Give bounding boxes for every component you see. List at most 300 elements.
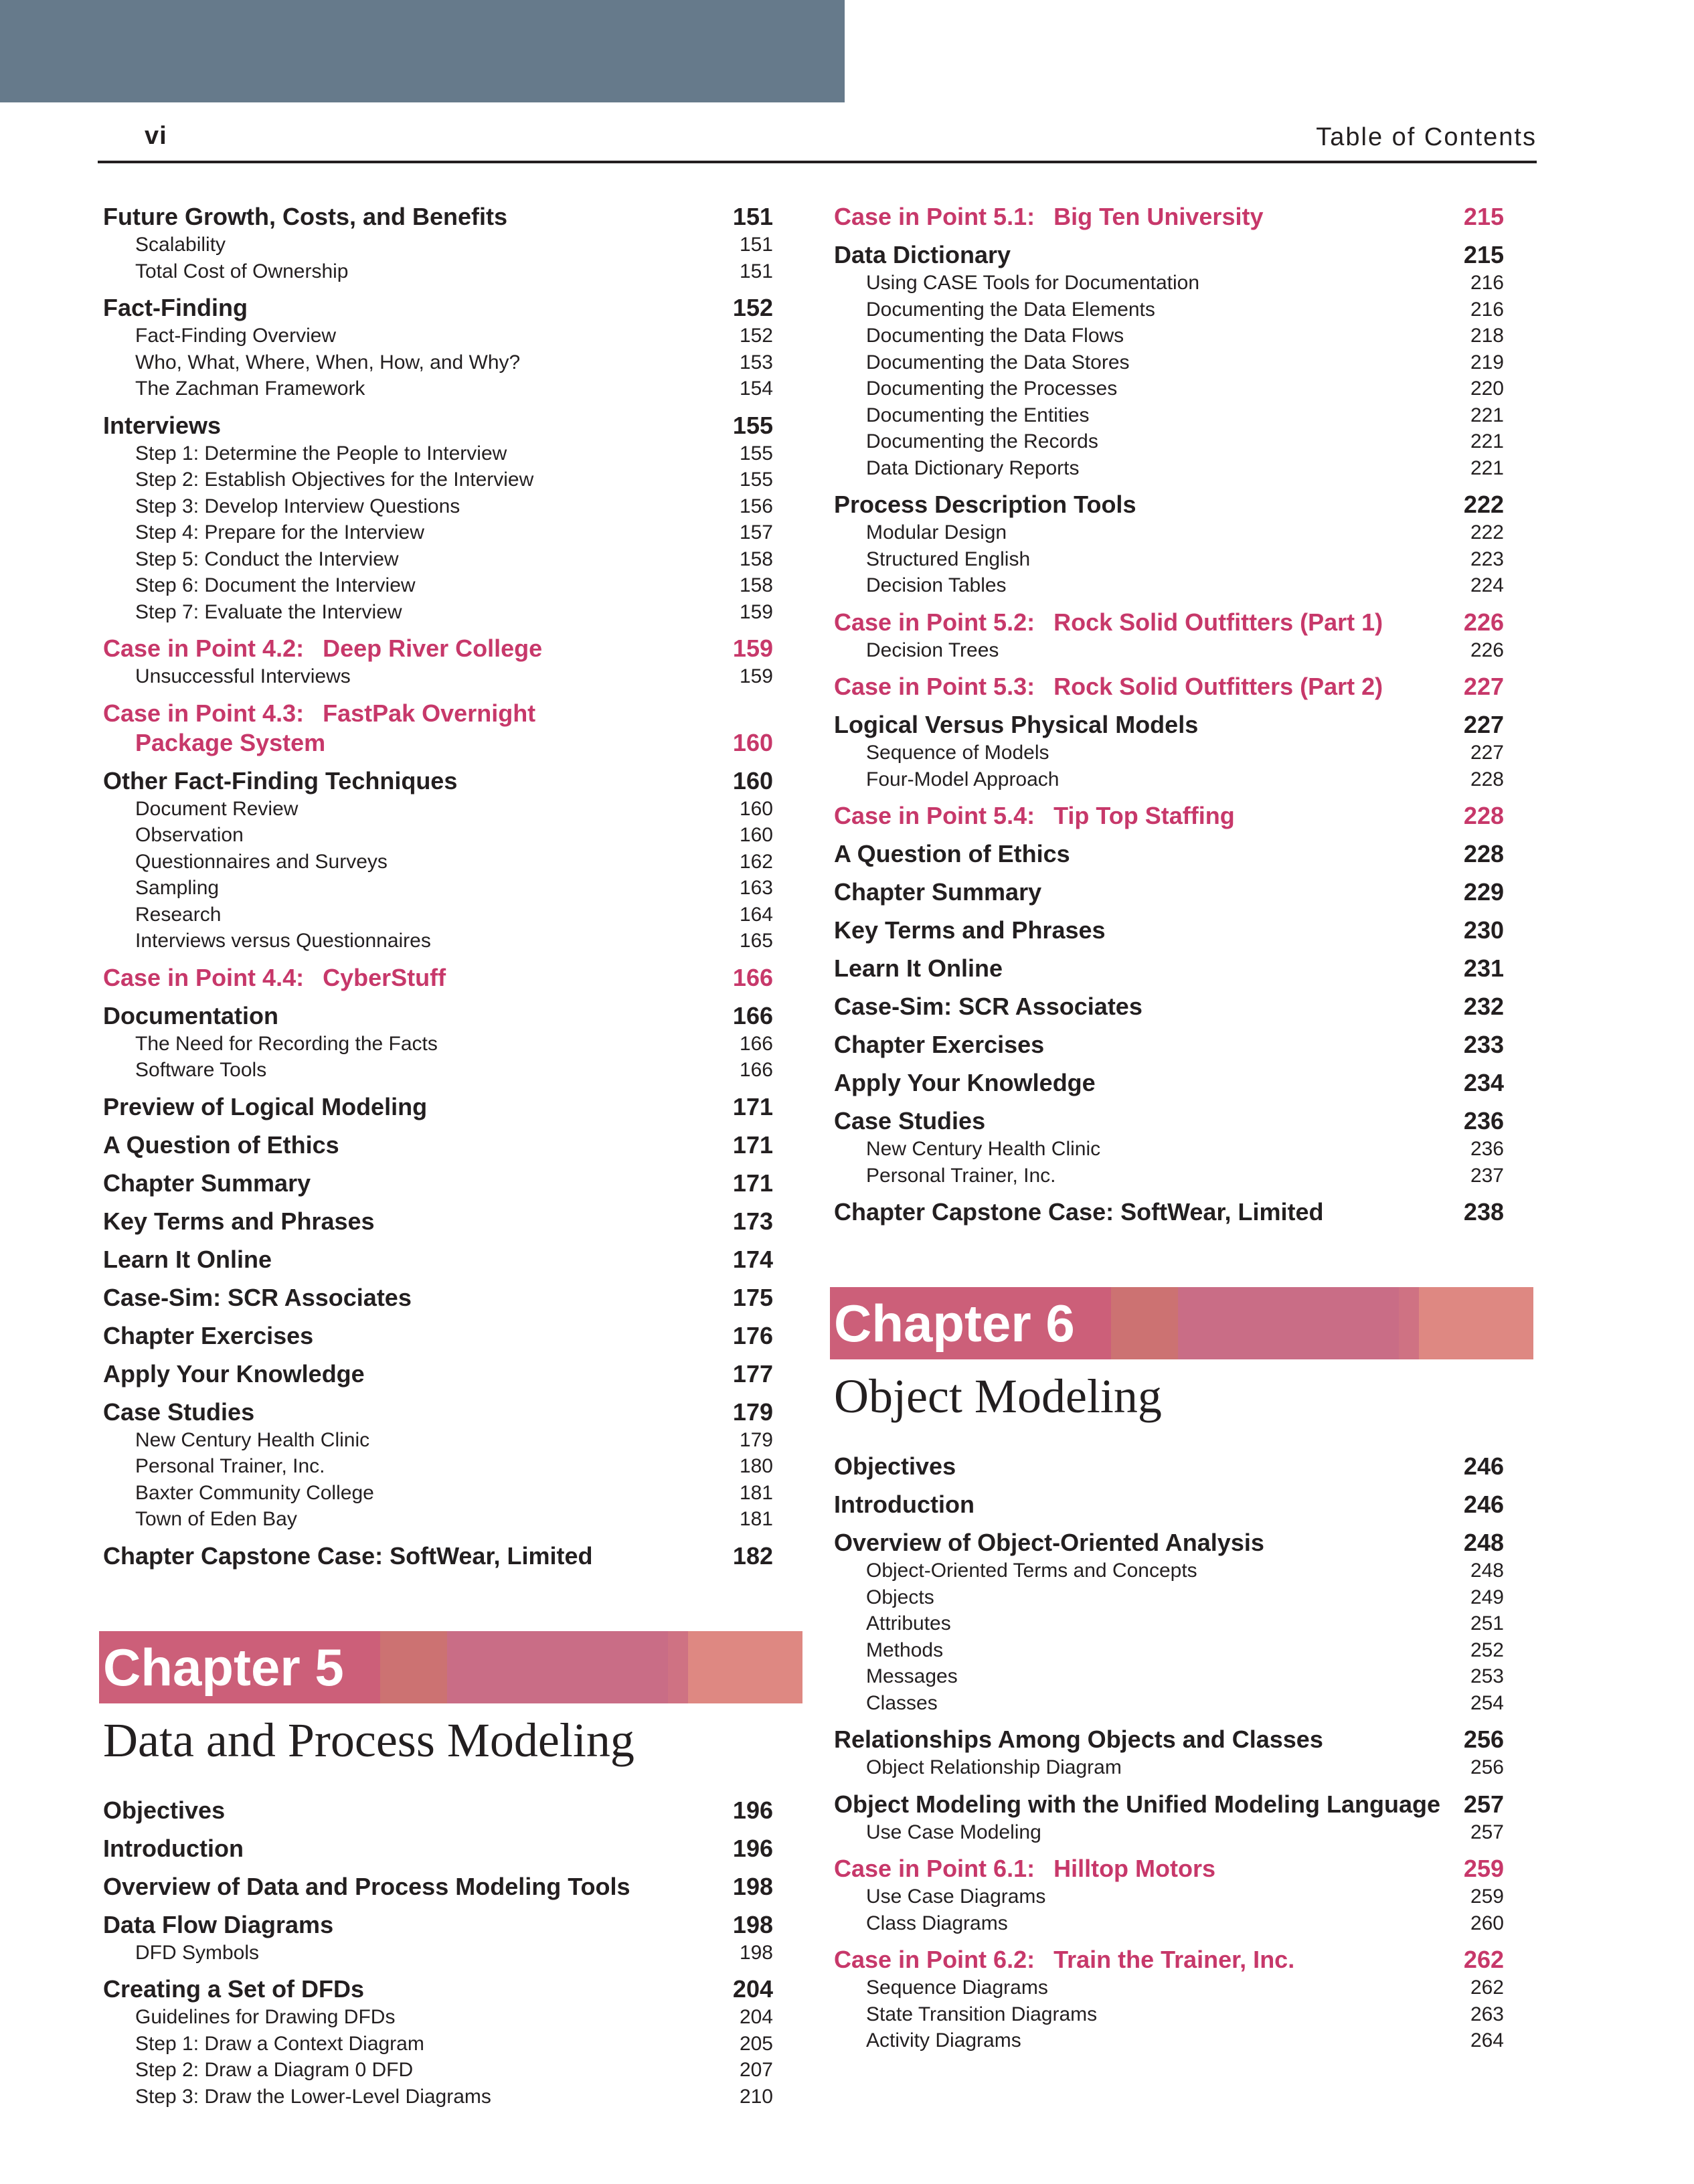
toc-subentry — [834, 1610, 1504, 1637]
page-ref: 246 — [1463, 1491, 1504, 1518]
page-ref: 160 — [732, 728, 773, 756]
entry-label: Documenting the Data Elements — [866, 298, 1155, 321]
toc-heading — [103, 202, 773, 232]
toc-subentry — [834, 455, 1504, 482]
entry-label: Interviews — [103, 411, 222, 439]
page-ref: 155 — [739, 469, 773, 491]
entry-label: Fact-Finding Overview — [135, 325, 337, 347]
toc-subentry — [103, 1940, 773, 1966]
entry-label: Step 1: Draw a Context Diagram — [135, 2032, 424, 2055]
toc-subentry — [834, 428, 1504, 455]
page-ref: 159 — [739, 600, 773, 623]
entry-label: Future Growth, Costs, and Benefits — [103, 203, 508, 230]
chapter-banner — [830, 1287, 1533, 1359]
toc-subentry — [103, 1057, 773, 1084]
entry-label: Use Case Modeling — [866, 1821, 1041, 1843]
toc-heading — [103, 1207, 773, 1236]
toc-heading — [103, 1359, 773, 1389]
entry-label: Four-Model Approach — [866, 768, 1060, 790]
toc-heading — [103, 1130, 773, 1160]
toc-heading — [834, 710, 1504, 740]
toc-subentry — [103, 1427, 773, 1454]
page-ref: 176 — [732, 1321, 773, 1349]
toc-right-column — [834, 202, 1504, 2054]
entry-label: Documenting the Processes — [866, 377, 1118, 400]
entry-label: Classes — [866, 1691, 938, 1714]
case-in-point-text — [834, 801, 1235, 831]
entry-label: Introduction — [103, 1834, 244, 1862]
entry-label: Data Dictionary Reports — [866, 456, 1080, 479]
entry-label: State Transition Diagrams — [866, 2003, 1098, 2025]
page-ref: 159 — [732, 635, 773, 662]
toc-subentry — [103, 902, 773, 928]
toc-heading — [834, 992, 1504, 1021]
page-ref: 252 — [1470, 1639, 1504, 1661]
page-ref: 215 — [1463, 203, 1504, 230]
toc-subentry — [834, 519, 1504, 546]
page-ref: 165 — [739, 930, 773, 952]
toc-subentry — [103, 2004, 773, 2031]
entry-label: Objects — [866, 1586, 934, 1608]
entry-label: Total Cost of Ownership — [135, 260, 349, 282]
page-ref: 230 — [1463, 916, 1504, 944]
page-ref: 155 — [732, 411, 773, 439]
page-ref: 157 — [739, 521, 773, 543]
page-ref: 158 — [739, 574, 773, 596]
entry-label: Objectives — [103, 1796, 226, 1824]
page-ref: 151 — [739, 260, 773, 282]
page-ref: 198 — [732, 1872, 773, 1900]
toc-subentry — [103, 849, 773, 875]
chapter-title: Data and Process Modeling — [103, 1713, 634, 1767]
page-ref: 263 — [1470, 2003, 1504, 2025]
entry-label: Introduction — [834, 1491, 975, 1518]
entry-label: Baxter Community College — [135, 1481, 374, 1504]
toc-heading — [103, 1975, 773, 2004]
page-ref: 251 — [1470, 1612, 1504, 1634]
entry-label: Software Tools — [135, 1059, 267, 1081]
page-ref: 159 — [739, 665, 773, 687]
page-ref: 229 — [1463, 878, 1504, 906]
page-ref: 222 — [1463, 491, 1504, 518]
entry-label: Data Flow Diagrams — [103, 1910, 334, 1938]
toc-subentry — [834, 1754, 1504, 1781]
entry-label: Document Review — [135, 797, 299, 820]
page-ref: 155 — [739, 442, 773, 465]
page-ref: 238 — [1463, 1198, 1504, 1226]
entry-label: Case-Sim: SCR Associates — [834, 993, 1142, 1020]
entry-label: Logical Versus Physical Models — [834, 711, 1199, 738]
page-ref: 228 — [1470, 768, 1504, 790]
entry-label: Case Studies — [103, 1398, 255, 1426]
chapter-5-block — [103, 1631, 773, 2110]
page-ref: 221 — [1470, 404, 1504, 426]
entry-label: Step 2: Establish Objectives for the Interview — [135, 469, 534, 491]
toc-heading — [834, 1106, 1504, 1136]
entry-label: Attributes — [866, 1612, 951, 1634]
page-ref: 227 — [1463, 673, 1504, 700]
page-ref: 224 — [1470, 574, 1504, 596]
toc-subentry — [834, 1663, 1504, 1690]
page-ref: 196 — [732, 1796, 773, 1824]
toc-heading — [103, 293, 773, 323]
page-ref: 160 — [732, 766, 773, 794]
page-ref: 171 — [732, 1169, 773, 1197]
page-ref: 207 — [739, 2059, 773, 2081]
case-in-point-entry — [834, 1945, 1504, 1975]
entry-label: Overview of Object-Oriented Analysis — [834, 1529, 1264, 1556]
page-ref: 166 — [739, 1032, 773, 1055]
toc-heading — [103, 1541, 773, 1571]
entry-label: Documentation — [103, 1001, 279, 1029]
toc-heading — [103, 1321, 773, 1351]
toc-heading — [103, 1001, 773, 1031]
toc-heading — [103, 1169, 773, 1198]
entry-label: Learn It Online — [834, 954, 1003, 982]
toc-heading — [834, 1490, 1504, 1519]
entry-label: The Need for Recording the Facts — [135, 1032, 438, 1055]
entry-label: Chapter Summary — [834, 878, 1042, 906]
toc-heading — [103, 1245, 773, 1274]
entry-label: Chapter Exercises — [834, 1031, 1045, 1058]
toc-subentry — [103, 493, 773, 520]
toc-subentry — [103, 258, 773, 285]
entry-label: Step 5: Conduct the Interview — [135, 548, 399, 570]
entry-label: Chapter Summary — [103, 1169, 311, 1197]
page-ref: 166 — [732, 1001, 773, 1029]
page-ref: 260 — [1470, 1912, 1504, 1934]
case-label: Case in Point 4.3: — [103, 699, 305, 727]
entry-label: Process Description Tools — [834, 491, 1136, 518]
page-ref: 232 — [1463, 993, 1504, 1020]
chapter-label: Chapter 5 — [103, 1637, 344, 1697]
toc-subentry — [834, 1910, 1504, 1937]
page-ref: 237 — [1470, 1164, 1504, 1187]
toc-subentry — [103, 875, 773, 902]
page-ref: 198 — [739, 1941, 773, 1964]
entry-label: Using CASE Tools for Documentation — [866, 272, 1200, 294]
toc-subentry — [834, 375, 1504, 402]
entry-label: Apply Your Knowledge — [834, 1069, 1096, 1096]
page-ref: 259 — [1463, 1855, 1504, 1882]
toc-subentry — [834, 546, 1504, 573]
entry-label: A Question of Ethics — [834, 840, 1070, 867]
toc-subentry — [103, 1480, 773, 1507]
toc-subentry — [834, 572, 1504, 599]
entry-label: Apply Your Knowledge — [103, 1359, 365, 1388]
case-line-2 — [103, 728, 773, 758]
page-ref: 257 — [1463, 1790, 1504, 1818]
page-ref: 219 — [1470, 351, 1504, 373]
toc-heading — [103, 1910, 773, 1940]
page-ref: 171 — [732, 1130, 773, 1159]
toc-subentry — [103, 519, 773, 546]
toc-subentry — [103, 375, 773, 402]
page-ref: 248 — [1463, 1529, 1504, 1556]
entry-label: Messages — [866, 1665, 958, 1687]
entry-label: Interviews versus Questionnaires — [135, 930, 431, 952]
entry-label: Chapter Capstone Case: SoftWear, Limited — [834, 1198, 1324, 1226]
toc-heading — [834, 877, 1504, 907]
entry-label: Key Terms and Phrases — [834, 916, 1106, 944]
case-in-point-text — [834, 1854, 1215, 1883]
page-ref: 228 — [1463, 802, 1504, 829]
entry-label: Unsuccessful Interviews — [135, 665, 351, 687]
page-ref: 223 — [1470, 548, 1504, 570]
case-title: Deep River College — [323, 635, 543, 662]
entry-label: Case-Sim: SCR Associates — [103, 1283, 412, 1311]
entry-label: DFD Symbols — [135, 1941, 260, 1964]
entry-label: Object Relationship Diagram — [866, 1756, 1122, 1778]
case-title: Rock Solid Outfitters (Part 2) — [1053, 673, 1383, 700]
toc-heading — [834, 1068, 1504, 1098]
toc-subentry — [834, 402, 1504, 429]
case-title-cont: Package System — [135, 728, 326, 756]
entry-label: Use Case Diagrams — [866, 1885, 1046, 1908]
case-in-point-entry — [103, 963, 773, 993]
case-title: Train the Trainer, Inc. — [1053, 1946, 1295, 1973]
toc-subentry — [834, 297, 1504, 323]
entry-label: Decision Tables — [866, 574, 1007, 596]
case-label: Case in Point 6.2: — [834, 1946, 1035, 1973]
page-ref: 228 — [1463, 840, 1504, 867]
toc-list — [103, 202, 773, 1571]
case-label: Case in Point 4.2: — [103, 635, 305, 662]
page-ref: 256 — [1463, 1726, 1504, 1753]
entry-label: New Century Health Clinic — [135, 1428, 370, 1451]
toc-heading — [834, 1725, 1504, 1754]
case-in-point-text — [834, 672, 1383, 701]
entry-label: Personal Trainer, Inc. — [866, 1164, 1056, 1187]
toc-heading — [834, 1790, 1504, 1819]
page-ref: 152 — [732, 294, 773, 321]
entry-label: Creating a Set of DFDs — [103, 1975, 365, 2003]
toc-heading — [834, 916, 1504, 945]
case-label: Case in Point 5.1: — [834, 203, 1035, 230]
toc-heading — [103, 1834, 773, 1863]
entry-label: Class Diagrams — [866, 1912, 1008, 1934]
page-ref: 196 — [732, 1834, 773, 1862]
entry-label: Chapter Exercises — [103, 1321, 314, 1349]
entry-label: Data Dictionary — [834, 241, 1011, 268]
toc-subentry — [103, 323, 773, 349]
toc-heading — [103, 1283, 773, 1313]
chapter-title: Object Modeling — [834, 1369, 1162, 1423]
toc-subentry — [834, 349, 1504, 376]
case-label: Case in Point 5.3: — [834, 673, 1035, 700]
toc-subentry — [834, 1584, 1504, 1611]
toc-heading — [103, 1796, 773, 1825]
toc-subentry — [103, 2031, 773, 2057]
page-ref: 152 — [739, 325, 773, 347]
entry-label: Observation — [135, 824, 244, 846]
page-ref: 257 — [1470, 1821, 1504, 1843]
page-ref: 163 — [739, 877, 773, 899]
toc-subentry — [103, 2057, 773, 2084]
toc-heading — [103, 1872, 773, 1902]
entry-label: Object Modeling with the Unified Modeling Language — [834, 1790, 1440, 1818]
entry-label: Step 3: Develop Interview Questions — [135, 495, 460, 517]
page-ref: 221 — [1470, 456, 1504, 479]
top-color-band — [0, 0, 845, 102]
toc-list — [834, 202, 1504, 1227]
toc-subentry — [834, 1136, 1504, 1163]
toc-subentry — [834, 2027, 1504, 2054]
entry-label: Personal Trainer, Inc. — [135, 1455, 325, 1477]
case-in-point-text — [834, 202, 1263, 232]
page-ref: 222 — [1470, 521, 1504, 543]
page-ref: 248 — [1470, 1560, 1504, 1582]
page-ref: 156 — [739, 495, 773, 517]
page-ref: 177 — [732, 1359, 773, 1388]
entry-label: Documenting the Data Flows — [866, 325, 1124, 347]
entry-label: Other Fact-Finding Techniques — [103, 766, 458, 794]
entry-label: Step 1: Determine the People to Interview — [135, 442, 507, 465]
entry-label: Town of Eden Bay — [135, 1508, 297, 1530]
page-ref: 256 — [1470, 1756, 1504, 1778]
case-in-point-text — [103, 634, 542, 663]
page-ref: 231 — [1463, 954, 1504, 982]
toc-subentry — [834, 766, 1504, 793]
case-label: Case in Point 6.1: — [834, 1855, 1035, 1882]
toc-subentry — [103, 440, 773, 467]
toc-heading — [834, 1528, 1504, 1558]
page-ref: 182 — [732, 1541, 773, 1570]
toc-subentry — [834, 1690, 1504, 1717]
entry-label: Key Terms and Phrases — [103, 1207, 375, 1235]
page-ref: 164 — [739, 903, 773, 926]
page-ref: 204 — [739, 2006, 773, 2028]
toc-heading — [834, 1030, 1504, 1060]
entry-label: Sampling — [135, 877, 220, 899]
entry-label: Relationships Among Objects and Classes — [834, 1726, 1323, 1753]
case-in-point-entry — [834, 202, 1504, 232]
toc-heading — [834, 240, 1504, 270]
entry-label: Sequence of Models — [866, 742, 1049, 764]
page-ref: 154 — [739, 377, 773, 400]
page-ref: 151 — [739, 234, 773, 256]
page-ref: 259 — [1470, 1885, 1504, 1908]
toc-heading — [103, 1092, 773, 1122]
case-in-point-entry — [834, 672, 1504, 701]
toc-subentry — [103, 572, 773, 599]
page-ref: 249 — [1470, 1586, 1504, 1608]
page-ref: 262 — [1470, 1977, 1504, 1999]
case-title: CyberStuff — [323, 963, 446, 991]
toc-subentry — [103, 2084, 773, 2110]
page-ref: 221 — [1470, 430, 1504, 452]
entry-label: Activity Diagrams — [866, 2029, 1021, 2051]
case-title: FastPak Overnight — [323, 699, 536, 727]
toc-heading — [834, 1197, 1504, 1227]
entry-label: Fact-Finding — [103, 294, 248, 321]
chapter-6-block — [834, 1287, 1504, 2054]
page-ref: 175 — [732, 1283, 773, 1311]
entry-label: Questionnaires and Surveys — [135, 850, 388, 873]
case-in-point-entry — [103, 699, 773, 758]
toc-subentry — [834, 1163, 1504, 1189]
page-ref: 264 — [1470, 2029, 1504, 2051]
toc-subentry — [834, 1975, 1504, 2001]
entry-label: Guidelines for Drawing DFDs — [135, 2006, 396, 2028]
toc-heading — [834, 1452, 1504, 1481]
page-ref: 171 — [732, 1092, 773, 1120]
page-ref: 205 — [739, 2032, 773, 2055]
entry-label: Structured English — [866, 548, 1031, 570]
entry-label: Documenting the Data Stores — [866, 351, 1130, 373]
toc-subentry — [103, 467, 773, 493]
toc-subentry — [834, 1637, 1504, 1664]
entry-label: The Zachman Framework — [135, 377, 365, 400]
case-in-point-entry — [834, 1854, 1504, 1883]
page-ref: 204 — [732, 1975, 773, 2003]
page-number: vi — [145, 122, 167, 150]
page-ref: 173 — [732, 1207, 773, 1235]
case-in-point-entry — [103, 634, 773, 663]
page-ref: 215 — [1463, 241, 1504, 268]
toc-heading — [103, 766, 773, 796]
toc-heading — [834, 839, 1504, 869]
toc-subentry — [103, 232, 773, 258]
page-ref: 227 — [1463, 711, 1504, 738]
page-ref: 216 — [1470, 298, 1504, 321]
entry-label: Object-Oriented Terms and Concepts — [866, 1560, 1197, 1582]
page-ref: 158 — [739, 548, 773, 570]
page-ref: 236 — [1470, 1138, 1504, 1160]
entry-label: Documenting the Records — [866, 430, 1098, 452]
page-ref: 227 — [1470, 742, 1504, 764]
page-ref: 181 — [739, 1481, 773, 1504]
case-in-point-text — [834, 1945, 1294, 1975]
page-ref: 254 — [1470, 1691, 1504, 1714]
case-title: Tip Top Staffing — [1053, 802, 1235, 829]
case-in-point-text — [834, 608, 1383, 637]
page-ref: 262 — [1463, 1946, 1504, 1973]
case-in-point-text — [103, 963, 446, 993]
toc-left-column — [103, 202, 773, 2110]
chapter-toc-list — [834, 1452, 1504, 2054]
case-label: Case in Point 5.2: — [834, 608, 1035, 636]
toc-subentry — [834, 637, 1504, 664]
entry-label: Scalability — [135, 234, 226, 256]
page-ref: 179 — [739, 1428, 773, 1451]
page-ref: 160 — [739, 797, 773, 820]
toc-heading — [834, 490, 1504, 519]
entry-label: Learn It Online — [103, 1245, 272, 1273]
case-line-1 — [103, 699, 773, 728]
entry-label: New Century Health Clinic — [866, 1138, 1101, 1160]
page-ref: 253 — [1470, 1665, 1504, 1687]
header-rule — [98, 161, 1537, 163]
toc-subentry — [103, 546, 773, 573]
toc-subentry — [103, 1506, 773, 1533]
page-ref: 162 — [739, 850, 773, 873]
entry-label: Step 2: Draw a Diagram 0 DFD — [135, 2059, 414, 2081]
page-ref: 179 — [732, 1398, 773, 1426]
running-header-title: Table of Contents — [1316, 123, 1537, 151]
case-title: Big Ten University — [1053, 203, 1264, 230]
page-ref: 216 — [1470, 272, 1504, 294]
toc-subentry — [103, 1031, 773, 1058]
case-in-point-entry — [834, 801, 1504, 831]
page-ref: 174 — [732, 1245, 773, 1273]
chapter-label: Chapter 6 — [834, 1294, 1075, 1353]
page-ref: 210 — [739, 2085, 773, 2108]
entry-label: Methods — [866, 1639, 944, 1661]
entry-label: Documenting the Entities — [866, 404, 1090, 426]
toc-subentry — [834, 2001, 1504, 2028]
chapter-toc-list — [103, 1796, 773, 2110]
